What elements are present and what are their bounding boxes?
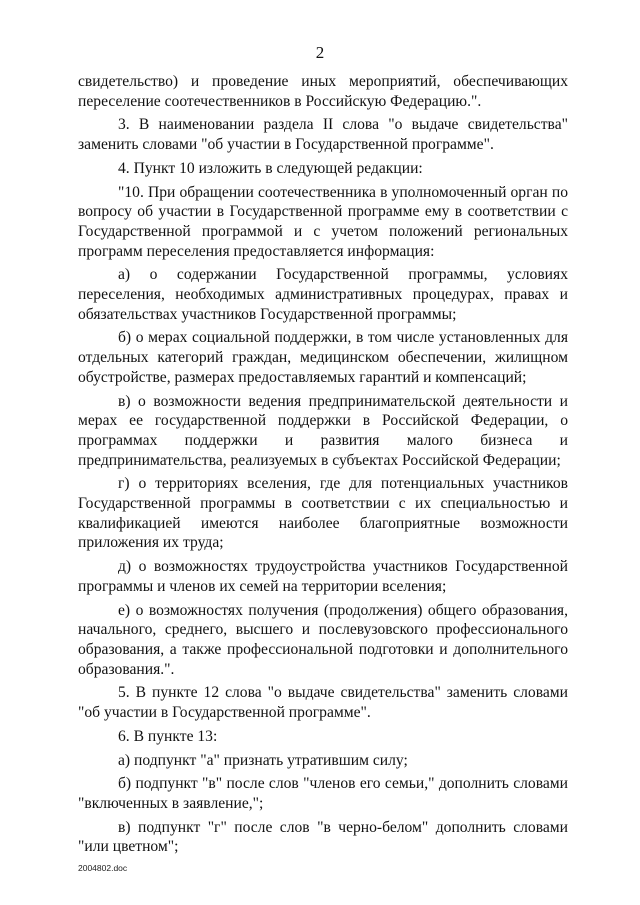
paragraph-item-6-a: а) подпункт "а" признать утратившим силу; [118, 751, 408, 769]
paragraph-item-3: 3. В наименовании раздела II слова "о выдаче свидетельства" заменить словами "об участии в Государственной программе". [78, 116, 568, 154]
paragraph-item-4: 4. Пункт 10 изложить в следующей редакции: [118, 159, 423, 177]
paragraph-subitem-v: в) о возможности ведения предпринимательской деятельности и мерах ее государственной поддержки в Российской Федерации, о программах поддержки и развития малого бизнеса и предпринимательства, реализуемых в субъектах Российской Федерации; [78, 392, 568, 469]
paragraph-item-6-b: б) подпункт "в" после слов "членов его семьи," дополнить словами "включенных в заявление,"; [78, 775, 568, 812]
paragraph-continuation: свидетельство) и проведение иных мероприятий, обеспечивающих переселение соотечественников в Российскую Федерацию.". [78, 73, 568, 110]
paragraph-item-6: 6. В пункте 13: [118, 727, 218, 745]
paragraph-point-10: "10. При обращении соотечественника в уполномоченный орган по вопросу об участии в Государственной программе ему в соответствии с Государственной программой и с учетом положений региональных программ переселения предоставляется информация: [78, 183, 568, 260]
paragraph-subitem-g: г) о территориях вселения, где для потенциальных участников Государственной программы в соответствии с их специальностью и квалификацией имеются наиболее благоприятные возможности приложения их труда; [78, 475, 568, 552]
document-body [78, 72, 568, 861]
paragraph-subitem-e: е) о возможностях получения (продолжения) общего образования, начального, среднего, высшего и послевузовского профессионального образования, а также профессиональной подготовки и дополнительного образования.". [78, 601, 568, 678]
paragraph-item-5: 5. В пункте 12 слова "о выдаче свидетельства" заменить словами "об участии в Государственной программе". [78, 684, 568, 722]
footer-filename: 2004802.doc [78, 863, 128, 873]
paragraph-subitem-d: д) о возможностях трудоустройства участников Государственной программы и членов их семей на территории вселения; [78, 558, 568, 595]
paragraph-item-6-v: в) подпункт "г" после слов "в черно-белом" дополнить словами "или цветном"; [78, 818, 568, 856]
paragraph-subitem-b: б) о мерах социальной поддержки, в том числе установленных для отдельных категорий граждан, медицинском обеспечении, жилищном обустройстве, размерах предоставляемых гарантий и компенсаций; [78, 329, 568, 386]
paragraph-subitem-a: а) о содержании Государственной программы, условиях переселения, необходимых административных процедурах, правах и обязательствах участников Государственной программы; [78, 266, 568, 323]
page-number: 2 [315, 43, 325, 62]
